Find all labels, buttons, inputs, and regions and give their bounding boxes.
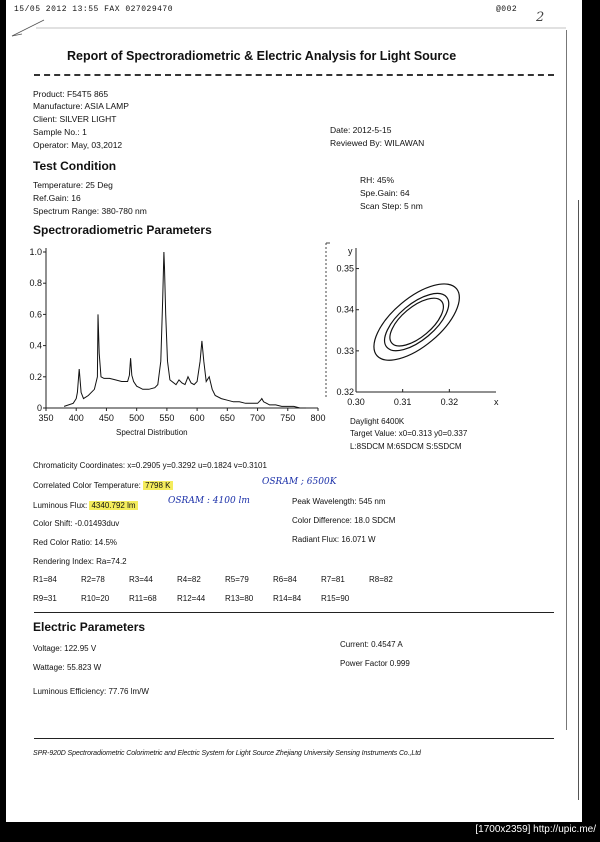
spectrum-x-tick-label: 400 bbox=[68, 413, 84, 423]
title-divider bbox=[34, 74, 554, 76]
rendering-value-r7: R7=81 bbox=[321, 575, 345, 584]
spectrum-x-tick-label: 350 bbox=[38, 413, 54, 423]
spe-gain-line: Spe.Gain: 64 bbox=[360, 188, 410, 198]
cie-y-tick-label: 0.34 bbox=[336, 304, 354, 315]
red-ratio-line: Red Color Ratio: 14.5% bbox=[33, 538, 118, 547]
scan-step-line: Scan Step: 5 nm bbox=[360, 201, 423, 211]
spectrum-x-tick-label: 700 bbox=[250, 413, 266, 423]
cie-x-tick-label: 0.32 bbox=[440, 397, 459, 407]
spectrum-series-line bbox=[64, 252, 306, 408]
rendering-value-r5: R5=79 bbox=[225, 575, 249, 584]
page-mark: 2 bbox=[536, 10, 545, 25]
cie-y-tick-label: 0.32 bbox=[336, 387, 354, 397]
cie-caption-target: Target Value: x0=0.313 y0=0.337 bbox=[350, 429, 468, 438]
cie-chromaticity-chart bbox=[306, 240, 506, 420]
spectrum-x-tick-label: 450 bbox=[98, 413, 114, 423]
cie-ellipse-l bbox=[361, 270, 472, 374]
spectrum-x-tick-label: 650 bbox=[219, 413, 235, 423]
radiant-flux-line: Radiant Flux: 16.071 W bbox=[292, 535, 376, 544]
scan-edge-line bbox=[566, 30, 567, 730]
product-line: Product: F54T5 865 bbox=[33, 89, 109, 99]
rendering-value-r13: R13=80 bbox=[225, 594, 254, 603]
electric-heading: Electric Parameters bbox=[33, 620, 146, 634]
spectrum-range-line: Spectrum Range: 380-780 nm bbox=[33, 206, 147, 216]
cie-y-tick-label: 0.33 bbox=[336, 345, 354, 356]
fax-header: 15/05 2012 13:55 FAX 027029470 bbox=[14, 5, 174, 14]
rendering-value-r2: R2=78 bbox=[81, 575, 105, 584]
scan-edge-line-2 bbox=[578, 200, 579, 800]
cct-value: 7798 K bbox=[145, 481, 171, 490]
chromaticity-line: Chromaticity Coordinates: x=0.2905 y=0.3292 u=0.1824 v=0.3101 bbox=[33, 461, 267, 470]
spectrum-y-tick-label: 1.0 bbox=[29, 247, 42, 257]
current-line: Current: 0.4547 A bbox=[340, 640, 403, 649]
flux-value: 4340.792 lm bbox=[91, 501, 136, 510]
cct-line bbox=[33, 481, 173, 490]
ref-gain-line: Ref.Gain: 16 bbox=[33, 193, 81, 203]
color-shift-line: Color Shift: -0.01493duv bbox=[33, 519, 120, 528]
flux-line bbox=[33, 501, 138, 510]
rendering-value-r3: R3=44 bbox=[129, 575, 153, 584]
cie-x-axis-label: x bbox=[494, 397, 499, 407]
spectrum-x-tick-label: 500 bbox=[129, 413, 145, 423]
rendering-value-r1: R1=84 bbox=[33, 575, 57, 584]
spectrum-y-tick-label: 0 bbox=[36, 403, 42, 413]
electric-divider bbox=[34, 612, 554, 613]
spectrum-y-tick-label: 0.6 bbox=[29, 309, 42, 320]
spectrum-x-tick-label: 600 bbox=[189, 413, 205, 423]
spectrum-x-tick-label: 800 bbox=[310, 413, 326, 423]
spectral-caption: Spectral Distribution bbox=[116, 428, 188, 437]
image-source-caption: [1700x2359] http://upic.me/ bbox=[475, 824, 596, 835]
report-sheet bbox=[6, 0, 582, 822]
rendering-value-r11: R11=68 bbox=[129, 594, 157, 603]
rendering-index-line: Rendering Index: Ra=74.2 bbox=[33, 557, 127, 566]
cie-x-tick-label: 0.31 bbox=[393, 397, 412, 407]
reviewed-by-line: Reviewed By: WILAWAN bbox=[330, 138, 425, 148]
spectrum-y-tick-label: 0.2 bbox=[29, 371, 42, 382]
spectrum-y-tick-label: 0.4 bbox=[29, 340, 42, 351]
power-factor-line: Power Factor 0.999 bbox=[340, 659, 410, 668]
spectrum-x-tick-label: 550 bbox=[159, 413, 175, 423]
date-line: Date: 2012-5-15 bbox=[330, 125, 392, 135]
rendering-value-r9: R9=31 bbox=[33, 594, 57, 603]
rendering-value-r15: R15=90 bbox=[321, 594, 350, 603]
spectro-heading: Spectroradiometric Parameters bbox=[33, 223, 212, 237]
wattage-line: Wattage: 55.823 W bbox=[33, 663, 102, 672]
rh-line: RH: 45% bbox=[360, 175, 395, 185]
spectral-distribution-chart bbox=[6, 240, 326, 440]
flux-label: Luminous Flux: bbox=[33, 501, 88, 510]
cct-label: Correlated Color Temperature: bbox=[33, 481, 141, 490]
cie-y-tick-label: 0.35 bbox=[336, 263, 354, 274]
manufacturer-line: Manufacture: ASIA LAMP bbox=[33, 101, 129, 111]
sample-line: Sample No.: 1 bbox=[33, 127, 87, 137]
flux-handwritten-note: OSRAM : 4100 lm bbox=[168, 496, 250, 506]
footer-system-text: SPR-920D Spectroradiometric Colorimetric and Electric System for Light Source Zhejiang University Sensing Instruments Co.,Ltd bbox=[33, 750, 421, 757]
spectrum-y-tick-label: 0.8 bbox=[29, 278, 42, 289]
rendering-value-r4: R4=82 bbox=[177, 575, 201, 584]
rendering-value-r10: R10=20 bbox=[81, 594, 110, 603]
client-line: Client: SILVER LIGHT bbox=[33, 114, 117, 124]
report-title: Report of Spectroradiometric & Electric Analysis for Light Source bbox=[67, 49, 457, 63]
fax-page-number: @002 bbox=[496, 5, 518, 14]
cie-caption-sdcm: L:8SDCM M:6SDCM S:5SDCM bbox=[350, 442, 462, 451]
color-difference-line: Color Difference: 18.0 SDCM bbox=[292, 516, 396, 525]
rendering-value-r12: R12=44 bbox=[177, 594, 206, 603]
scan-mark-lines bbox=[6, 0, 582, 40]
cie-caption-daylight: Daylight 6400K bbox=[350, 417, 405, 426]
rendering-value-r8: R8=82 bbox=[369, 575, 393, 584]
test-condition-heading: Test Condition bbox=[33, 159, 117, 173]
cct-handwritten-note: OSRAM ; 6500K bbox=[262, 477, 337, 487]
rendering-value-r6: R6=84 bbox=[273, 575, 297, 584]
temperature-line: Temperature: 25 Deg bbox=[33, 180, 113, 190]
cie-x-tick-label: 0.30 bbox=[347, 397, 365, 407]
cie-y-axis-label: y bbox=[348, 246, 353, 256]
voltage-line: Voltage: 122.95 V bbox=[33, 644, 97, 653]
footer-divider bbox=[34, 738, 554, 739]
peak-wavelength-line: Peak Wavelength: 545 nm bbox=[292, 497, 386, 506]
rendering-value-r14: R14=84 bbox=[273, 594, 302, 603]
efficiency-line: Luminous Efficiency: 77.76 lm/W bbox=[33, 687, 149, 696]
cie-ellipse-m bbox=[375, 283, 458, 361]
spectrum-x-tick-label: 750 bbox=[280, 413, 296, 423]
operator-line: Operator: May, 03,2012 bbox=[33, 140, 123, 150]
